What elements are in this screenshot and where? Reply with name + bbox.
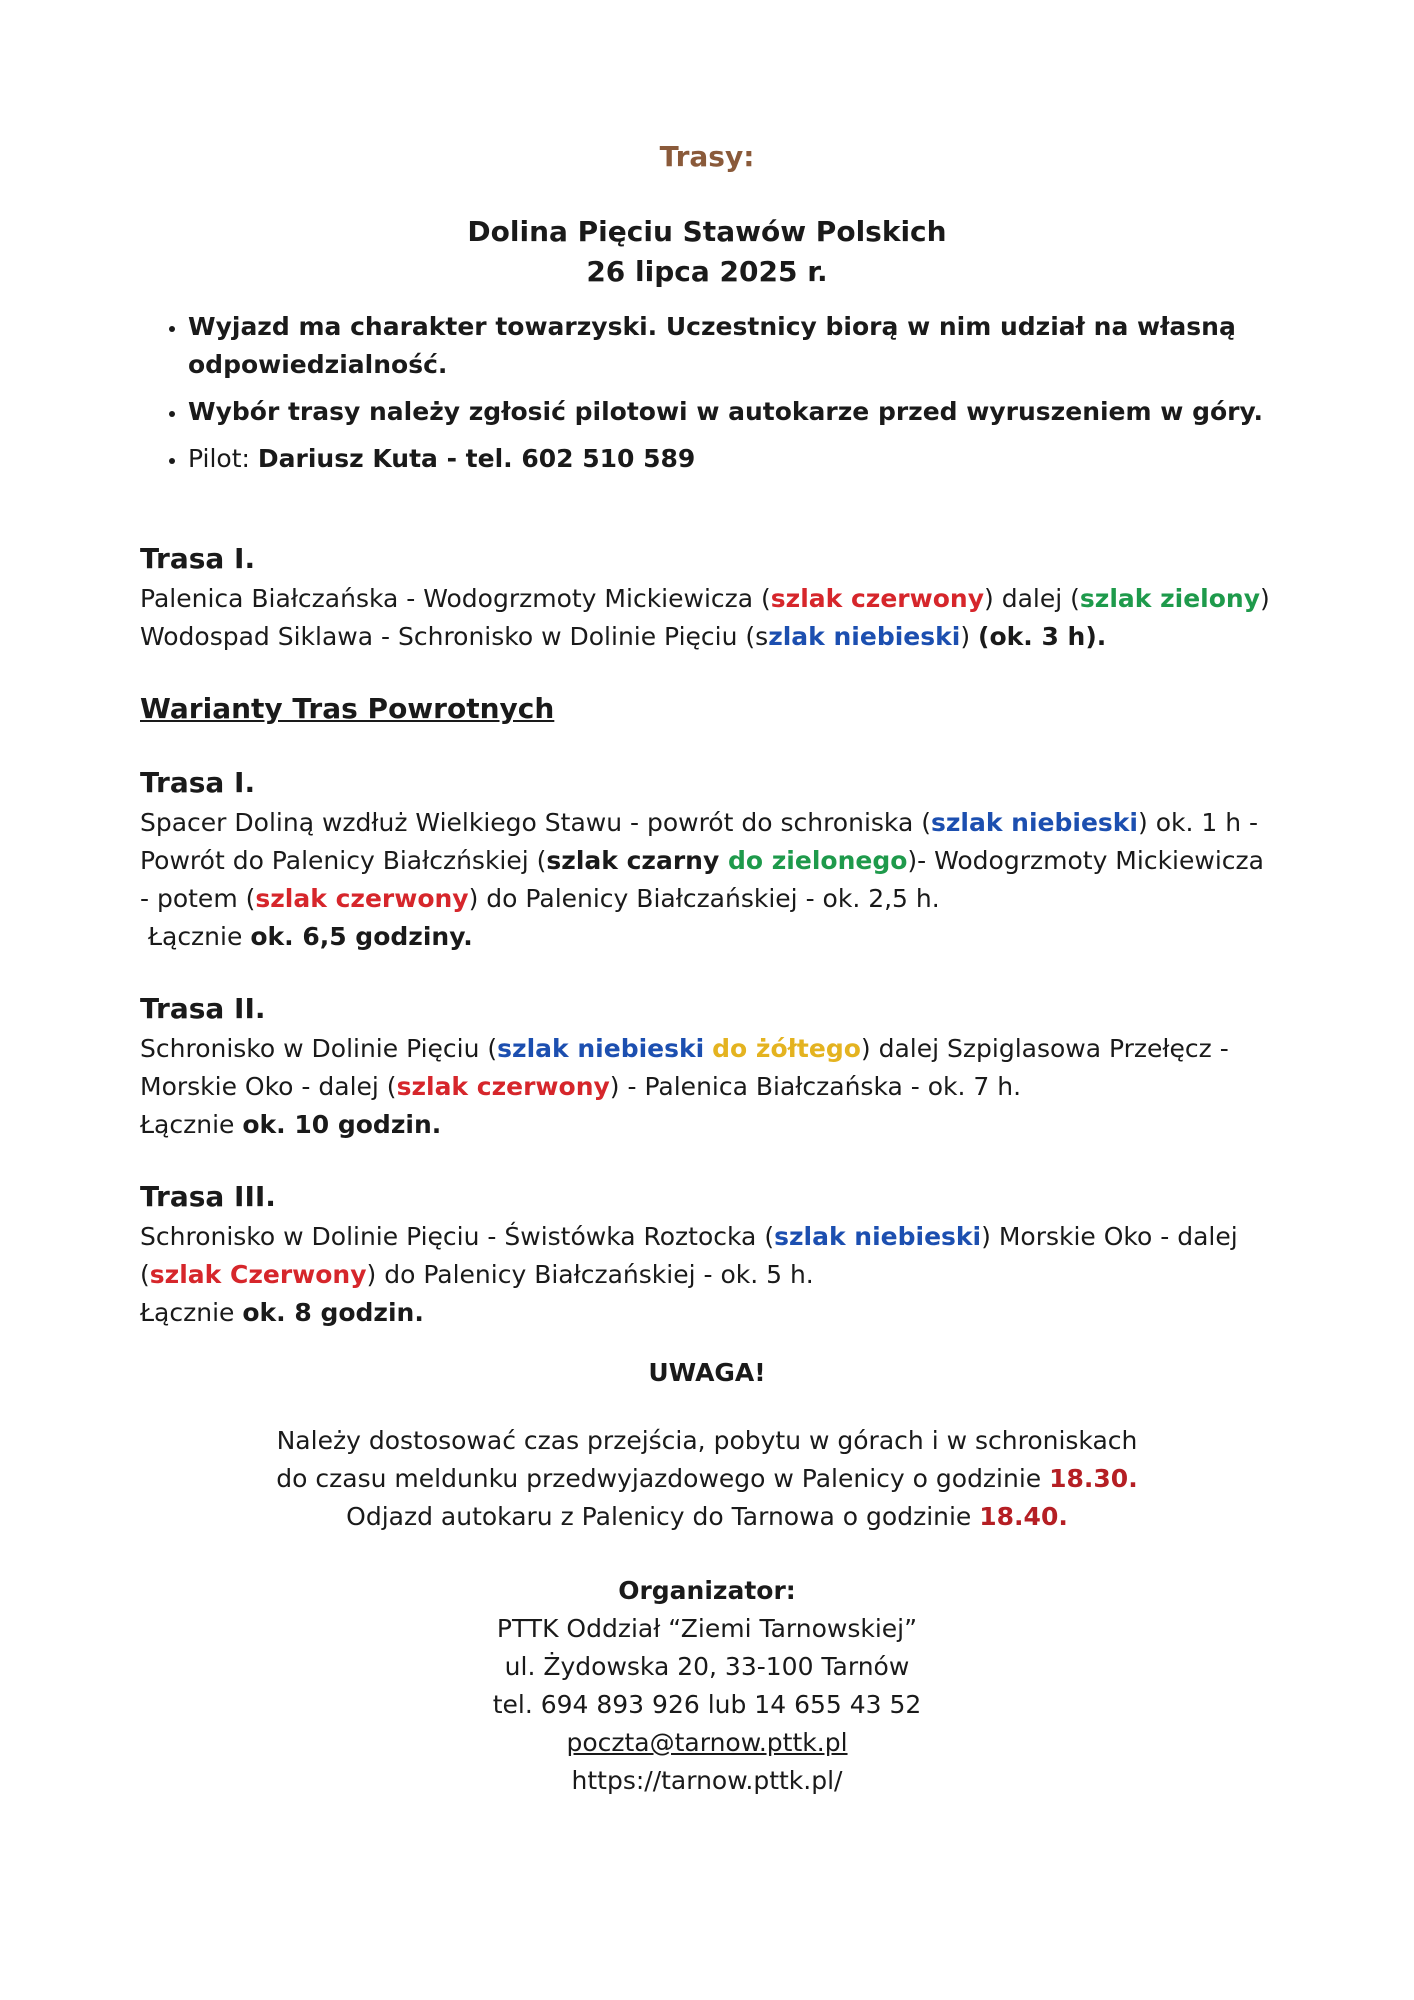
red-trail-label: szlak Czerwony (149, 1260, 367, 1289)
route-text: Palenica Białczańska - Wodogrzmoty Mickiewicza ( (140, 584, 771, 613)
route-text: ) do Palenicy Białczańskiej - ok. 5 h. (366, 1260, 814, 1289)
event-heading (140, 212, 1274, 292)
route-title: Trasa I. (140, 766, 256, 799)
note-item (188, 393, 1274, 431)
route-total (140, 918, 1274, 956)
route-text: Wodospad Siklawa - Schronisko w Dolinie Pięciu ( (140, 622, 756, 651)
page-title: Trasy: (659, 140, 755, 173)
return-route-2 (140, 988, 1274, 1144)
route-line (140, 1256, 1274, 1294)
blue-trail-label: szlak niebieski (497, 1034, 705, 1063)
note-text: Wyjazd ma charakter towarzyski. Uczestnicy biorą w nim udział na własną odpowiedzialność. (188, 312, 1236, 379)
black-trail-label: szlak czarny (546, 846, 728, 875)
yellow-trail-label: do żółtego (712, 1034, 861, 1063)
route-text: Spacer Doliną wzdłuż Wielkiego Stawu - powrót do schroniska ( (140, 808, 931, 837)
route-text: ) ok. 1 h - (1138, 808, 1259, 837)
note-text: Wybór trasy należy zgłosić pilotowi w autokarze przed wyruszeniem w góry. (188, 397, 1263, 426)
route-title: Trasa III. (140, 1180, 276, 1213)
red-trail-label: szlak czerwony (770, 584, 985, 613)
route-text: Schronisko w Dolinie Pięciu ( (140, 1034, 498, 1063)
route-line (140, 618, 1274, 656)
organizer-website-link[interactable]: https://tarnow.pttk.pl/ (571, 1766, 843, 1795)
organizer-address: ul. Żydowska 20, 33-100 Tarnów (504, 1652, 910, 1681)
green-trail-label: szlak zielony (1079, 584, 1261, 613)
total-duration: ok. 6,5 godziny. (250, 922, 473, 951)
notice-block (140, 1422, 1274, 1536)
route-line (140, 1218, 1274, 1256)
pilot-label: Pilot: (188, 444, 258, 473)
total-duration: ok. 10 godzin. (242, 1110, 442, 1139)
route-text: - potem ( (140, 884, 256, 913)
route-text: Łącznie (140, 1298, 243, 1327)
route-duration: (ok. 3 h). (978, 622, 1107, 651)
notice-line: Należy dostosować czas przejścia, pobytu w górach i w schroniskach (276, 1426, 1138, 1455)
route-total (140, 1106, 1274, 1144)
event-date: 26 lipca 2025 r. (586, 255, 828, 288)
route-main (140, 538, 1274, 656)
route-text: Morskie Oko - dalej ( (140, 1072, 397, 1101)
route-line (140, 580, 1274, 618)
route-text: ) (1260, 584, 1270, 613)
route-text: )- Wodogrzmoty Mickiewicza (907, 846, 1264, 875)
event-name: Dolina Pięciu Stawów Polskich (467, 215, 947, 248)
notice-text: Odjazd autokaru z Palenicy do Tarnowa o godzinie (346, 1502, 980, 1531)
route-title: Trasa I. (140, 542, 256, 575)
route-text: ) (960, 622, 979, 651)
route-text: Łącznie (140, 1110, 243, 1139)
organizer-name: PTTK Oddział “Ziemi Tarnowskiej” (496, 1614, 918, 1643)
pilot-contact: Dariusz Kuta - tel. 602 510 589 (257, 444, 696, 473)
note-item (188, 440, 1274, 478)
route-line (140, 842, 1274, 880)
return-variants-heading: Warianty Tras Powrotnych (140, 692, 555, 725)
route-text: Powrót do Palenicy Białczńskiej ( (140, 846, 547, 875)
notice-text: do czasu meldunku przedwyjazdowego w Palenicy o godzinie (276, 1464, 1050, 1493)
route-text: Łącznie (140, 922, 251, 951)
red-trail-label: szlak czerwony (396, 1072, 610, 1101)
route-line (140, 804, 1274, 842)
route-title: Trasa II. (140, 992, 266, 1025)
route-text: ) Morskie Oko - dalej (981, 1222, 1238, 1251)
route-text: ) dalej Szpiglasowa Przełęcz - (860, 1034, 1229, 1063)
route-line (140, 1030, 1274, 1068)
blue-trail-label: szlak niebieski (930, 808, 1139, 837)
green-trail-label: do zielonego (727, 846, 908, 875)
checkin-time: 18.30. (1049, 1464, 1138, 1493)
route-line (140, 880, 1274, 918)
organizer-phone: tel. 694 893 926 lub 14 655 43 52 (492, 1690, 922, 1719)
route-text: ) dalej ( (984, 584, 1080, 613)
route-text: s (755, 622, 769, 651)
departure-time: 18.40. (979, 1502, 1068, 1531)
notice-line (140, 1498, 1274, 1536)
route-text: ) - Palenica Białczańska - ok. 7 h. (609, 1072, 1022, 1101)
route-text (704, 1034, 712, 1063)
organizer-block (140, 1572, 1274, 1800)
blue-trail-label: zlak niebieski (768, 622, 961, 651)
route-text: Schronisko w Dolinie Pięciu - Świstówka Roztocka ( (140, 1222, 775, 1251)
return-route-1 (140, 762, 1274, 956)
route-text: ) do Palenicy Białczańskiej - ok. 2,5 h. (468, 884, 940, 913)
route-line (140, 1068, 1274, 1106)
notice-heading: UWAGA! (648, 1358, 766, 1387)
organizer-email-link[interactable]: poczta@tarnow.pttk.pl (566, 1728, 848, 1757)
return-route-3 (140, 1176, 1274, 1332)
note-item (188, 308, 1274, 384)
route-text: ( (140, 1260, 150, 1289)
route-total (140, 1294, 1274, 1332)
total-duration: ok. 8 godzin. (242, 1298, 424, 1327)
notice-line (140, 1460, 1274, 1498)
red-trail-label: szlak czerwony (255, 884, 469, 913)
notes-list (140, 308, 1274, 478)
organizer-heading: Organizator: (618, 1576, 796, 1605)
blue-trail-label: szlak niebieski (774, 1222, 982, 1251)
